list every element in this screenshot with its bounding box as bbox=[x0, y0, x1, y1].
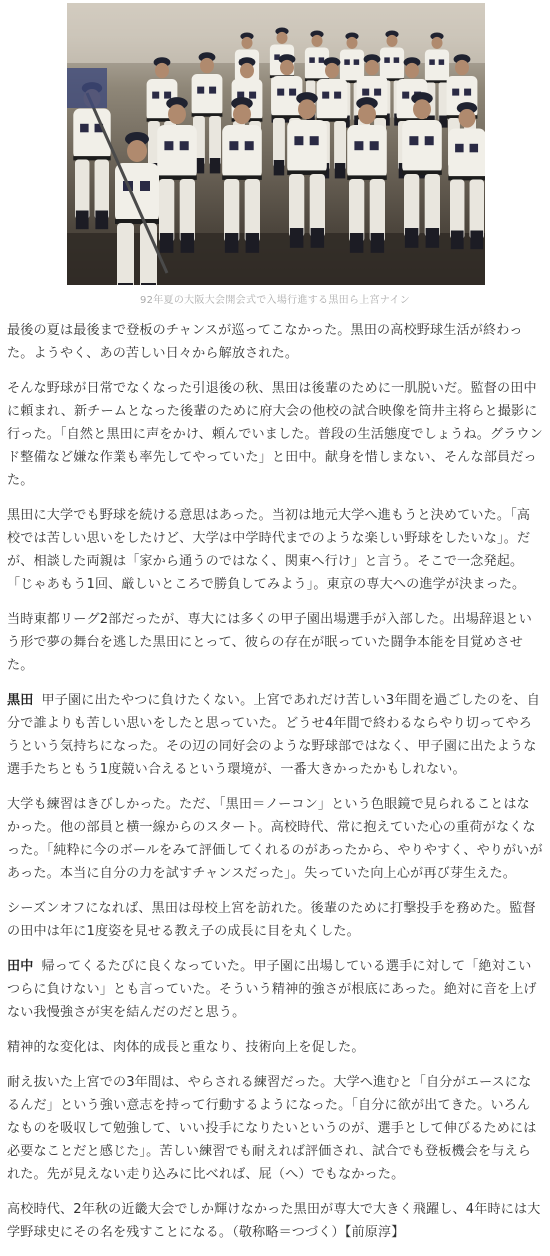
paragraph-5-quote bbox=[7, 689, 543, 781]
paragraph-6: 大学も練習はきびしかった。ただ、「黒田＝ノーコン」という色眼鏡で見られることはなかった。他の部員と横一線からのスタート。高校時代、常に抱えていた心の重荷がなくなった。「純粋に今のボールをみて評価してくれるのがあったから、やりやすく、やりがいがあった。本当に自分の力を試すチャンスだった」。失っていた向上心が再び芽生えた。 bbox=[7, 797, 543, 881]
paragraph-2: そんな野球が日常でなくなった引退後の秋、黒田は後輩のために一肌脱いだ。監督の田中に頼まれ、新チームとなった後輩のために府大会の他校の試合映像を筒井主将らと撮影に行った。「自然と黒田に声をかけ、頼んでいました。普段の生活態度でしょうね。グラウンド整備など嫌な作業も率先してやっていた」と田中。献身を惜しまない、そんな部員だった。 bbox=[7, 381, 543, 488]
paragraph-10: 耐え抜いた上宮での3年間は、やらされる練習だった。大学へ進むと「自分がエースになるんだ」という強い意志を持って行動するようになった。「自分に欲が出てきた。いろんなものを吸収して勉強して、いい投手になりたいというのが、選手として伸びるためには必要なことだと感じた」。苦しい練習でも耐えれば評価され、試合でも登板機会を与えられた。先が見えない走り込みに比べれば、屁（へ）でもなかった。 bbox=[7, 1075, 537, 1182]
article-body bbox=[7, 319, 543, 1256]
quote-text-tanaka: 帰ってくるたびに良くなっていた。甲子園に出場している選手に対して「絶対こいつらに負けない」とも言っていた。そういう精神的強さが根底にあった。絶対に音を上げない我慢強さが実を結んだのだと思う。 bbox=[7, 959, 537, 1020]
team-marching-photo bbox=[67, 3, 485, 285]
paragraph-1: 最後の夏は最後まで登板のチャンスが巡ってこなかった。黒田の高校野球生活が終わった。ようやく、あの苦しい日々から解放された。 bbox=[7, 323, 523, 361]
speaker-name-tanaka: 田中 bbox=[7, 959, 34, 974]
quote-text-kuroda: 甲子園に出たやつに負けたくない。上宮であれだけ苦しい3年間を過ごしたのを、自分で誰よりも苦しい思いをしたと思っていた。どうせ4年間で終わるならやり切ってやろうという気持ちになった。その辺の同好会のような野球部ではなく、甲子園に出たような選手たちともう1度競い合えるという環境が、一番大きかったかもしれない。 bbox=[7, 693, 540, 777]
photo-illustration bbox=[67, 3, 485, 285]
paragraph-8-quote bbox=[7, 955, 543, 1024]
paragraph-11: 高校時代、2年秋の近畿大会でしか輝けなかった黒田が専大で大きく飛躍し、4年時には大学野球史にその名を残すことになる。（敬称略＝つづく）【前原淳】 bbox=[7, 1202, 541, 1240]
photo-caption: 92年夏の大阪大会開会式で入場行進する黒田ら上宮ナイン bbox=[139, 295, 411, 306]
paragraph-7: シーズンオフになれば、黒田は母校上宮を訪れた。後輩のために打撃投手を務めた。監督の田中は年に1度姿を見せる教え子の成長に目を丸くした。 bbox=[7, 901, 536, 939]
paragraph-4: 当時東都リーグ2部だったが、専大には多くの甲子園出場選手が入部した。出場辞退という形で夢の舞台を逃した黒田にとって、彼らの存在が眠っていた闘争本能を目覚めさせた。 bbox=[7, 612, 532, 673]
paragraph-9: 精神的な変化は、肉体的成長と重なり、技術向上を促した。 bbox=[7, 1040, 365, 1055]
speaker-name-kuroda: 黒田 bbox=[7, 693, 34, 708]
paragraph-3: 黒田に大学でも野球を続ける意思はあった。当初は地元大学へ進もうと決めていた。「高校では苦しい思いをしたけど、大学は中学時代までのような楽しい野球をしたいな」。だが、相談した両親は「家から通うのではなく、関東へ行け」と言う。そこで一念発起。「じゃあもう1回、厳しいところで勝負してみよう」。東京の専大への進学が決まった。 bbox=[7, 508, 531, 592]
